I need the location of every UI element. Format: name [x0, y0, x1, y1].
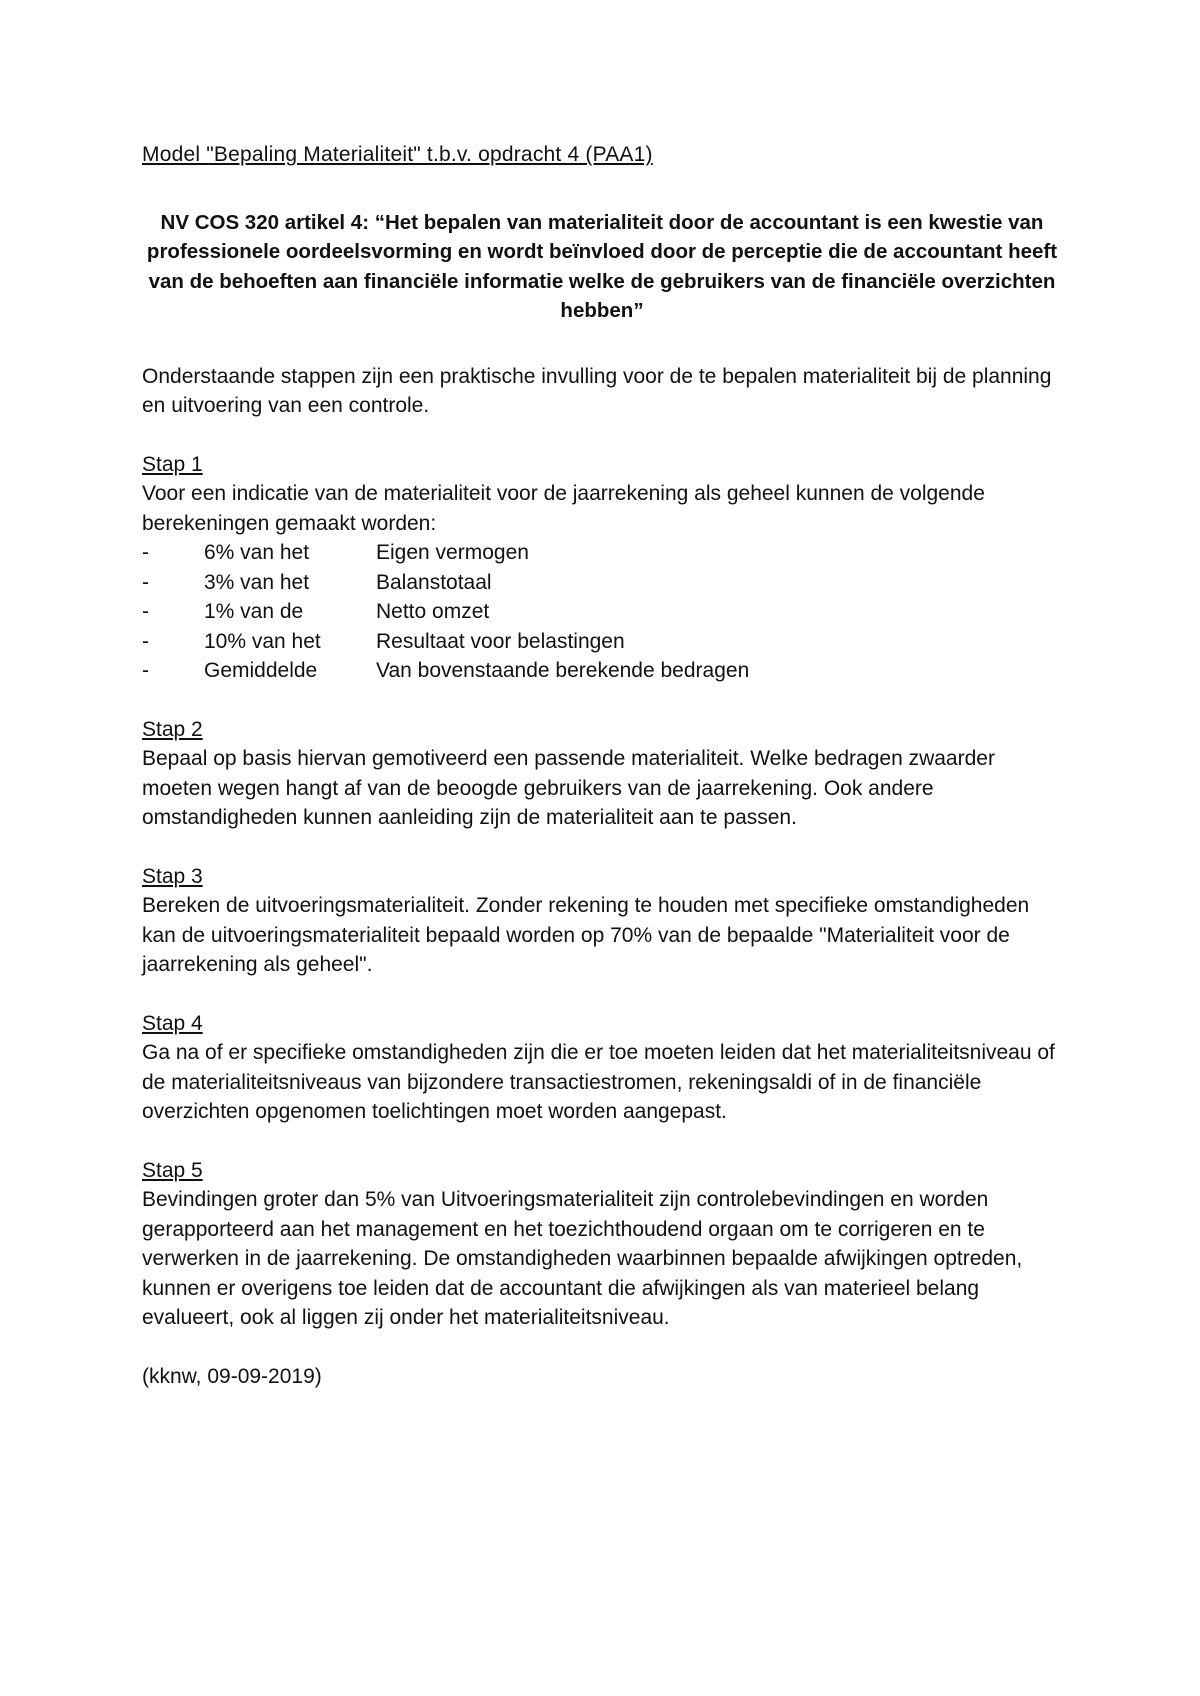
- step-1-title: Stap 1: [142, 452, 203, 476]
- step-5-text: Bevindingen groter dan 5% van Uitvoeringsmaterialiteit zijn controlebevindingen en worden gerapporteerd aan het management en het toezichthoudend orgaan om te corrigeren en te verwerken in de jaarrekening. De omstandigheden waarbinnen bepaalde afwijkingen optreden, kunnen er overigens toe leiden dat de accountant die afwijkingen als van materieel belang evalueert, ook al liggen zij onder het materialiteitsniveau.: [142, 1188, 1023, 1329]
- calculation-item: [142, 656, 1062, 686]
- signature-date: (kknw, 09-09-2019): [142, 1364, 322, 1388]
- step-1-section: [142, 450, 1062, 686]
- calculation-percentage: Gemiddelde: [204, 659, 318, 682]
- calculation-percentage: 3% van het: [204, 570, 310, 594]
- calculation-percentage: 10% van het: [204, 629, 321, 653]
- document-page: [142, 140, 1062, 1391]
- calculation-item: [142, 538, 1062, 568]
- step-4-section: [142, 1009, 1062, 1127]
- step-1-text: Voor een indicatie van de materialiteit voor de jaarrekening als geheel kunnen de volgende berekeningen gemaakt worden:: [142, 482, 985, 535]
- step-5-section: [142, 1156, 1062, 1333]
- step-4-title: Stap 4: [142, 1011, 203, 1035]
- calculation-item: [142, 627, 1062, 657]
- calculation-base: Netto omzet: [376, 600, 490, 623]
- step-3-text: Bereken de uitvoeringsmaterialiteit. Zonder rekening te houden met specifieke omstandigheden kan de uitvoeringsmaterialiteit bepaald worden op 70% van de bepaalde "Materialiteit voor de jaarrekening als geheel".: [142, 894, 1030, 976]
- standard-quote: NV COS 320 artikel 4: “Het bepalen van materialiteit door de accountant is een kwestie van professionele oordeelsvorming en wordt beïnvloed door de perceptie die de accountant heeft van de behoeften aan financiële informatie welke de gebruikers van de financiële overzichten hebben”: [146, 210, 1058, 322]
- step-4-text: Ga na of er specifieke omstandigheden zijn die er toe moeten leiden dat het materialiteitsniveau of de materialiteitsniveaus van bijzondere transactiestromen, rekeningsaldi of in de financiële overzichten opgenomen toelichtingen moet worden aangepast.: [142, 1041, 1055, 1123]
- step-3-title: Stap 3: [142, 864, 203, 888]
- step-2-section: [142, 715, 1062, 833]
- step-5-title: Stap 5: [142, 1158, 203, 1182]
- step-2-text: Bepaal op basis hiervan gemotiveerd een passende materialiteit. Welke bedragen zwaarder moeten wegen hangt af van de beoogde gebruikers van de jaarrekening. Ook andere omstandigheden kunnen aanleiding zijn de materialiteit aan te passen.: [142, 747, 995, 829]
- list-dash: -: [142, 541, 149, 564]
- list-dash: -: [142, 600, 149, 623]
- list-dash: -: [142, 570, 149, 594]
- calculation-item: [142, 597, 1062, 627]
- calculation-list: [142, 538, 1062, 686]
- calculation-base: Balanstotaal: [376, 570, 492, 594]
- document-header: Model "Bepaling Materialiteit" t.b.v. opdracht 4 (PAA1): [142, 143, 653, 166]
- calculation-base: Resultaat voor belastingen: [376, 629, 625, 653]
- calculation-item: [142, 568, 1062, 598]
- calculation-percentage: 6% van het: [204, 541, 310, 564]
- calculation-percentage: 1% van de: [204, 600, 304, 623]
- calculation-base: Van bovenstaande berekende bedragen: [376, 659, 750, 682]
- calculation-base: Eigen vermogen: [376, 541, 529, 564]
- intro-paragraph: Onderstaande stappen zijn een praktische invulling voor de te bepalen materialiteit bij de planning en uitvoering van een controle.: [142, 364, 1052, 417]
- step-2-title: Stap 2: [142, 717, 203, 741]
- step-3-section: [142, 862, 1062, 980]
- list-dash: -: [142, 659, 149, 682]
- list-dash: -: [142, 629, 149, 653]
